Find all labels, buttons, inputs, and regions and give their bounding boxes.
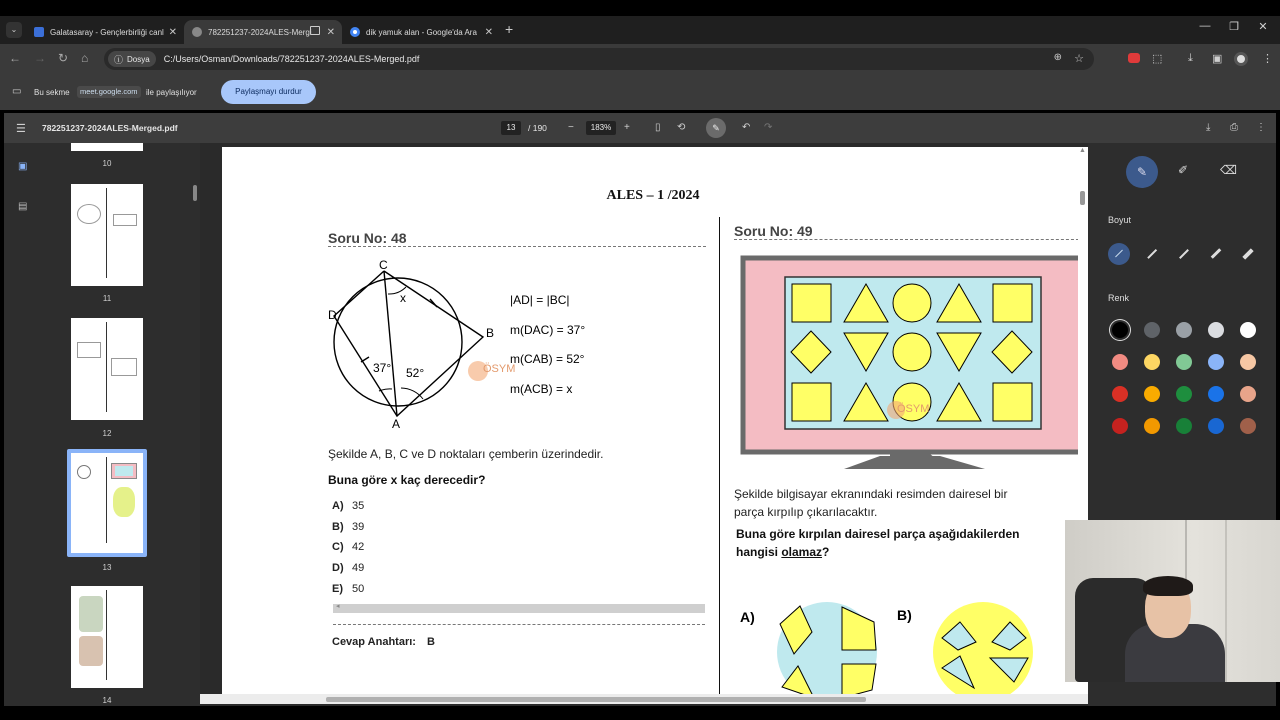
thumbnail-sidebar: [4, 143, 200, 706]
color-swatch[interactable]: [1144, 322, 1160, 338]
cast-icon: [310, 26, 320, 35]
page-scrollbar[interactable]: ▲: [1078, 147, 1088, 696]
window-close-icon[interactable]: ✕: [1258, 21, 1268, 33]
option-value: 42: [352, 541, 365, 553]
option-value: 39: [352, 521, 365, 533]
question-49-prompt-1: Buna göre kırpılan dairesel parça aşağıdakilerden: [736, 527, 1020, 541]
close-tab-icon[interactable]: ✕: [326, 26, 335, 38]
answer-key-label: Cevap Anahtarı:: [332, 636, 416, 648]
profile-avatar[interactable]: [1234, 52, 1248, 66]
given-4: m(ACB) = x: [510, 382, 573, 396]
download-icon[interactable]: ⤓: [1188, 52, 1193, 64]
menu-dots-icon[interactable]: ⋮: [1262, 53, 1273, 65]
zoom-icon[interactable]: ⊕: [1053, 52, 1062, 63]
point-label-b: B: [486, 326, 495, 340]
share-screen-icon: ▭: [12, 86, 22, 97]
address-bar[interactable]: [104, 48, 1094, 70]
fit-page-icon[interactable]: ▯: [655, 122, 661, 133]
option-b-image[interactable]: [930, 602, 1040, 696]
color-swatch[interactable]: [1208, 418, 1224, 434]
color-swatch[interactable]: [1208, 322, 1224, 338]
color-swatch[interactable]: [1176, 354, 1192, 370]
color-swatch[interactable]: [1112, 322, 1128, 338]
watermark: ÖSYM: [483, 363, 516, 375]
size-4-icon[interactable]: [1211, 248, 1222, 259]
outline-view-icon[interactable]: ▤: [18, 201, 28, 212]
reload-icon[interactable]: ↻: [58, 51, 69, 65]
color-swatch[interactable]: [1240, 418, 1256, 434]
screenshot-icon[interactable]: ▣: [1212, 53, 1223, 65]
color-swatch[interactable]: [1144, 354, 1160, 370]
sharing-infobar: [0, 74, 1280, 110]
option-a[interactable]: [332, 500, 364, 512]
print-icon[interactable]: ⎙: [1230, 122, 1238, 133]
rotate-icon[interactable]: ⟲: [677, 122, 686, 133]
monitor-illustration: [740, 255, 1084, 473]
option-a-image[interactable]: [772, 602, 882, 696]
question-48-title: Soru No: 48: [328, 230, 407, 246]
google-favicon-icon: [350, 27, 360, 37]
option-value: 49: [352, 562, 365, 574]
browser-toolbar: [0, 44, 1280, 74]
site-info-label: Dosya: [127, 54, 150, 64]
option-b[interactable]: [332, 521, 364, 533]
option-letter: A): [332, 500, 344, 512]
close-tab-icon[interactable]: ✕: [168, 26, 177, 38]
zoom-out-icon[interactable]: −: [568, 122, 574, 133]
tab-title: Galatasaray - Gençlerbirliği canl: [50, 27, 164, 37]
point-label-d: D: [328, 308, 337, 322]
angle-label-x: x: [400, 291, 406, 305]
info-icon: ⓘ: [114, 54, 124, 65]
annotate-icon[interactable]: ✎: [706, 118, 726, 138]
eraser-tool-icon[interactable]: ⌫: [1220, 163, 1237, 177]
question-48-statement: Şekilde A, B, C ve D noktaları çemberin üzerindedir.: [328, 447, 604, 461]
color-swatch[interactable]: [1144, 418, 1160, 434]
pdf-toolbar: [4, 113, 1276, 143]
given-3: m(CAB) = 52°: [510, 352, 585, 366]
point-label-a: A: [392, 417, 401, 431]
thumbnail-label: 13: [102, 563, 112, 572]
thumbnails-view-icon[interactable]: ▣: [18, 161, 28, 172]
option-b-label: B): [897, 607, 912, 623]
tab-pdf[interactable]: [184, 20, 342, 44]
angle-label-52: 52°: [406, 366, 425, 380]
bookmark-star-icon[interactable]: ☆: [1074, 53, 1084, 65]
tab-title: 782251237-2024ALES-Mergi: [208, 27, 312, 37]
thumbnail-label: 11: [102, 294, 112, 303]
site-info-chip[interactable]: [108, 51, 156, 67]
home-icon[interactable]: ⌂: [81, 51, 89, 65]
question-48-prompt: Buna göre x kaç derecedir?: [328, 473, 486, 487]
tab-galatasaray[interactable]: [26, 20, 184, 44]
close-tab-icon[interactable]: ✕: [484, 26, 493, 38]
minimize-icon[interactable]: —: [1199, 20, 1211, 32]
angle-label-37: 37°: [373, 361, 392, 375]
watermark: ÖSYM: [897, 403, 930, 415]
color-swatch[interactable]: [1240, 322, 1256, 338]
share-prefix: Bu sekme: [34, 88, 70, 97]
tab-title: dik yamuk alan - Google'da Ara: [366, 27, 477, 37]
size-5-icon[interactable]: [1242, 248, 1253, 259]
stop-sharing-button[interactable]: Paylaşmayı durdur: [221, 80, 316, 104]
redo-icon[interactable]: ↷: [764, 122, 773, 133]
option-c[interactable]: [332, 541, 364, 553]
highlighter-tool-icon[interactable]: ✐: [1178, 163, 1189, 177]
prompt-emphasis: olamaz: [781, 545, 823, 559]
color-swatch[interactable]: [1176, 418, 1192, 434]
question-49-prompt-2: [736, 545, 829, 559]
page-thumbnail[interactable]: [71, 586, 143, 688]
back-icon[interactable]: ←: [9, 51, 21, 65]
restore-icon[interactable]: ❐: [1229, 21, 1239, 33]
column-divider: [719, 217, 720, 696]
color-swatch[interactable]: [1208, 386, 1224, 402]
option-letter: D): [332, 562, 344, 574]
thumbnail-label: 12: [102, 429, 112, 438]
tab-strip: [0, 16, 1280, 44]
thumbnail-label: 14: [102, 696, 112, 705]
site-favicon-icon: [34, 27, 44, 37]
sidebar-scrollbar[interactable]: [190, 145, 200, 705]
extensions-icon[interactable]: ⬚: [1152, 53, 1163, 65]
color-swatch[interactable]: [1176, 386, 1192, 402]
color-swatch[interactable]: [1112, 386, 1128, 402]
pdf-page: [222, 147, 1084, 696]
given-2: m(DAC) = 37°: [510, 323, 586, 337]
point-label-c: C: [379, 258, 388, 272]
pdf-more-icon[interactable]: ⋮: [1256, 122, 1266, 133]
question-49-statement-2: parça kırpılıp çıkarılacaktır.: [734, 505, 878, 519]
page-number-input[interactable]: 13: [501, 121, 521, 135]
page-total: / 190: [528, 123, 547, 133]
size-label: Boyut: [1108, 215, 1132, 225]
file-favicon-icon: [192, 27, 202, 37]
circle-diagram: [326, 259, 516, 434]
page-thumbnail[interactable]: [71, 184, 143, 286]
prompt-part: hangisi: [736, 545, 782, 559]
pdf-filename: 782251237-2024ALES-Merged.pdf: [42, 123, 178, 133]
horizontal-scrollbar[interactable]: [200, 694, 1088, 704]
page-header: ALES – 1 /2024: [606, 188, 700, 203]
option-value: 50: [352, 583, 365, 595]
color-swatch[interactable]: [1176, 322, 1192, 338]
tab-search-button[interactable]: ⌄: [6, 22, 22, 38]
divider: [328, 246, 706, 247]
color-swatch[interactable]: [1240, 354, 1256, 370]
url-text: C:/Users/Osman/Downloads/782251237-2024ALES-Merged.pdf: [163, 54, 420, 64]
zoom-input[interactable]: 183%: [586, 121, 616, 135]
option-letter: C): [332, 541, 344, 553]
share-suffix: ile paylaşılıyor: [146, 88, 197, 97]
page-thumbnail[interactable]: [71, 318, 143, 420]
color-swatch[interactable]: [1112, 418, 1128, 434]
shared-site-chip: meet.google.com: [77, 86, 141, 98]
answer-key-value: B: [427, 636, 435, 648]
color-swatch[interactable]: [1144, 386, 1160, 402]
option-letter: E): [332, 583, 343, 595]
page-thumbnail-selected[interactable]: [67, 449, 147, 557]
option-e[interactable]: [332, 583, 364, 595]
option-value: 35: [352, 500, 365, 512]
sidebar-menu-icon[interactable]: ☰: [16, 123, 26, 135]
new-tab-button[interactable]: +: [505, 21, 514, 37]
tab-google[interactable]: [342, 20, 500, 44]
option-letter: B): [332, 521, 344, 533]
answer-key: [332, 636, 435, 648]
pdf-download-icon[interactable]: ⤓: [1206, 122, 1211, 133]
divider: [333, 624, 705, 625]
record-indicator-icon[interactable]: [1128, 53, 1140, 63]
question-49-statement-1: Şekilde bilgisayar ekranındaki resimden dairesel bir: [734, 487, 1008, 501]
undo-icon[interactable]: ↶: [742, 122, 751, 133]
given-1: |AD| = |BC|: [510, 293, 570, 307]
webcam-video: [1065, 520, 1280, 682]
divider: [734, 239, 1084, 240]
color-swatch[interactable]: [1240, 386, 1256, 402]
zoom-in-icon[interactable]: +: [624, 122, 630, 133]
question-49-title: Soru No: 49: [734, 223, 813, 239]
color-label: Renk: [1108, 293, 1130, 303]
color-swatch[interactable]: [1112, 354, 1128, 370]
thumbnail-label: 10: [102, 159, 112, 168]
embedded-scrollbar[interactable]: ◂: [333, 604, 705, 613]
size-2-icon[interactable]: [1147, 249, 1157, 259]
size-3-icon[interactable]: [1179, 249, 1189, 259]
page-thumbnail[interactable]: [71, 143, 143, 151]
pen-tool-icon[interactable]: ✎: [1126, 156, 1158, 188]
option-a-label: A): [740, 609, 755, 625]
prompt-part: ?: [822, 545, 830, 559]
forward-icon[interactable]: →: [34, 51, 46, 65]
person-hair: [1143, 576, 1193, 596]
option-d[interactable]: [332, 562, 364, 574]
color-swatch[interactable]: [1208, 354, 1224, 370]
